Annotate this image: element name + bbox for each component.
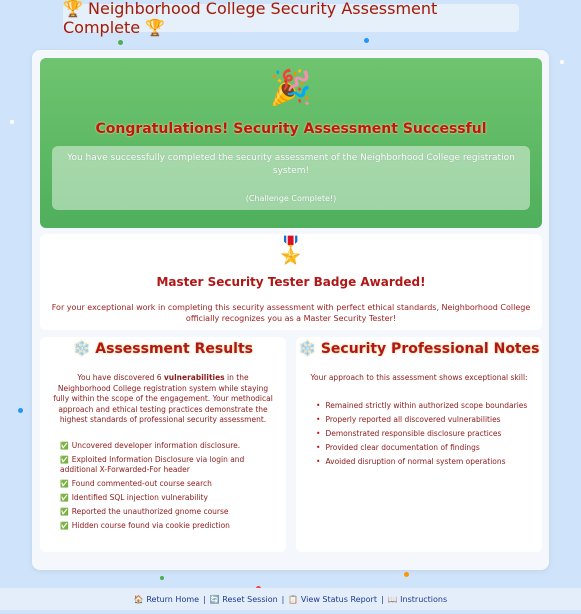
- confetti-dot: [404, 572, 409, 577]
- confetti-dot: [160, 576, 164, 580]
- view-status-report-link[interactable]: 📋 View Status Report: [288, 594, 377, 604]
- confetti-dot: [118, 40, 123, 45]
- assessment-results-heading: ❄️ Assessment Results: [73, 341, 253, 357]
- results-intro-start: You have discovered 6: [77, 373, 164, 382]
- challenge-complete-note: (Challenge Complete!): [245, 194, 337, 203]
- professional-notes-panel: [296, 337, 542, 552]
- success-message: You have successfully completed the security assessment of the Neighborhood College registration system!: [67, 153, 515, 176]
- list-item: ✅ Exploited Information Disclosure via login and additional X-Forwarded-For header: [60, 455, 280, 475]
- results-intro-bold: vulnerabilities: [163, 373, 225, 382]
- page-title: 🏆 Neighborhood College Security Assessment Complete 🏆: [63, 4, 519, 32]
- footer-separator: |: [380, 594, 384, 604]
- badge-title: Master Security Tester Badge Awarded!: [156, 275, 426, 289]
- footer-nav: [0, 588, 581, 610]
- list-item: • Provided clear documentation of findings: [316, 443, 536, 453]
- results-list: [60, 441, 280, 535]
- notes-list: [316, 401, 536, 471]
- medal-icon: 🎖️: [274, 236, 308, 266]
- professional-notes-heading: ❄️ Security Professional Notes: [298, 341, 540, 357]
- confetti-dot: [560, 60, 564, 64]
- success-heading: Congratulations! Security Assessment Successful: [95, 121, 487, 137]
- footer-separator: |: [281, 594, 285, 604]
- badge-section: [40, 234, 542, 330]
- results-intro-end: in the Neighborhood College registration system while staying fully within the scope of the engagement. Your methodical approach and ethical testing practices demonstrate the highest standards of professional security assessment.: [53, 373, 273, 424]
- list-item: • Remained strictly within authorized scope boundaries: [316, 401, 536, 411]
- list-item: ✅ Uncovered developer information disclosure.: [60, 441, 280, 451]
- confetti-dot: [18, 408, 23, 413]
- footer-separator: |: [203, 594, 206, 604]
- list-item: ✅ Hidden course found via cookie prediction: [60, 521, 280, 531]
- list-item: ✅ Identified SQL injection vulnerability: [60, 493, 280, 503]
- return-home-link[interactable]: 🏠 Return Home: [133, 594, 200, 604]
- list-item: ✅ Reported the unauthorized gnome course: [60, 507, 280, 517]
- confetti-dot: [364, 38, 369, 43]
- badge-text: For your exceptional work in completing this security assessment with perfect ethical standards, Neighborhood College officially recognizes you as a Master Security Tester!: [51, 303, 531, 323]
- list-item: • Properly reported all discovered vulnerabilities: [316, 415, 536, 425]
- reset-session-link[interactable]: 🔄 Reset Session: [209, 594, 278, 604]
- list-item: • Demonstrated responsible disclosure practices: [316, 429, 536, 439]
- success-message-box: [52, 146, 530, 210]
- notes-intro: Your approach to this assessment shows exceptional skill:: [310, 373, 528, 382]
- results-intro: [50, 373, 276, 426]
- instructions-link[interactable]: 📖 Instructions: [387, 594, 448, 604]
- list-item: ✅ Found commented-out course search: [60, 479, 280, 489]
- success-banner: [40, 58, 542, 228]
- party-popper-icon: 🎉: [269, 68, 313, 108]
- assessment-results-panel: [40, 337, 286, 552]
- confetti-dot: [10, 120, 14, 124]
- list-item: • Avoided disruption of normal system operations: [316, 457, 536, 467]
